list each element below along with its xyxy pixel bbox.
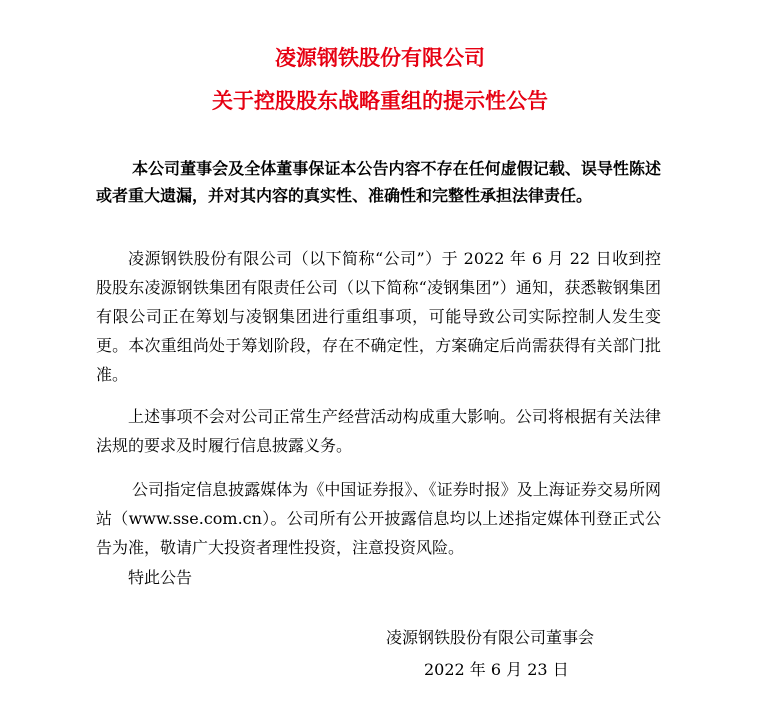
signer-board: 凌源钢铁股份有限公司董事会 — [386, 628, 595, 647]
body-paragraph-impact: 上述事项不会对公司正常生产经营活动构成重大影响。公司将根据有关法律法规的要求及时履行信息披露义务。 — [96, 407, 661, 455]
company-name-title: 凌源钢铁股份有限公司 — [275, 46, 485, 70]
board-disclaimer: 本公司董事会及全体董事保证本公告内容不存在任何虚假记载、误导性陈述或者重大遗漏，并对其内容的真实性、准确性和完整性承担法律责任。 — [96, 159, 661, 205]
closing-statement: 特此公告 — [128, 568, 193, 587]
body-paragraph-media: 公司指定信息披露媒体为《中国证券报》、《证券时报》及上海证券交易所网站（www.sse.com.cn）。公司所有公开披露信息均以上述指定媒体刊登正式公告为准，敬请广大投资者理性投资，注意投资风险。 — [96, 480, 661, 557]
announcement-title: 关于控股股东战略重组的提示性公告 — [212, 89, 548, 113]
body-paragraph-notice: 凌源钢铁股份有限公司（以下简称“公司”）于 2022 年 6 月 22 日收到控股股东凌源钢铁集团有限责任公司（以下简称“凌钢集团”）通知，获悉鞍钢集团有限公司正在筹划与凌钢集团进行重组事项，可能导致公司实际控制人发生变更。本次重组尚处于筹划阶段，存在不确定性，方案确定后尚需获得有关部门批准。 — [96, 249, 661, 384]
announcement-date: 2022 年 6 月 23 日 — [424, 660, 569, 679]
